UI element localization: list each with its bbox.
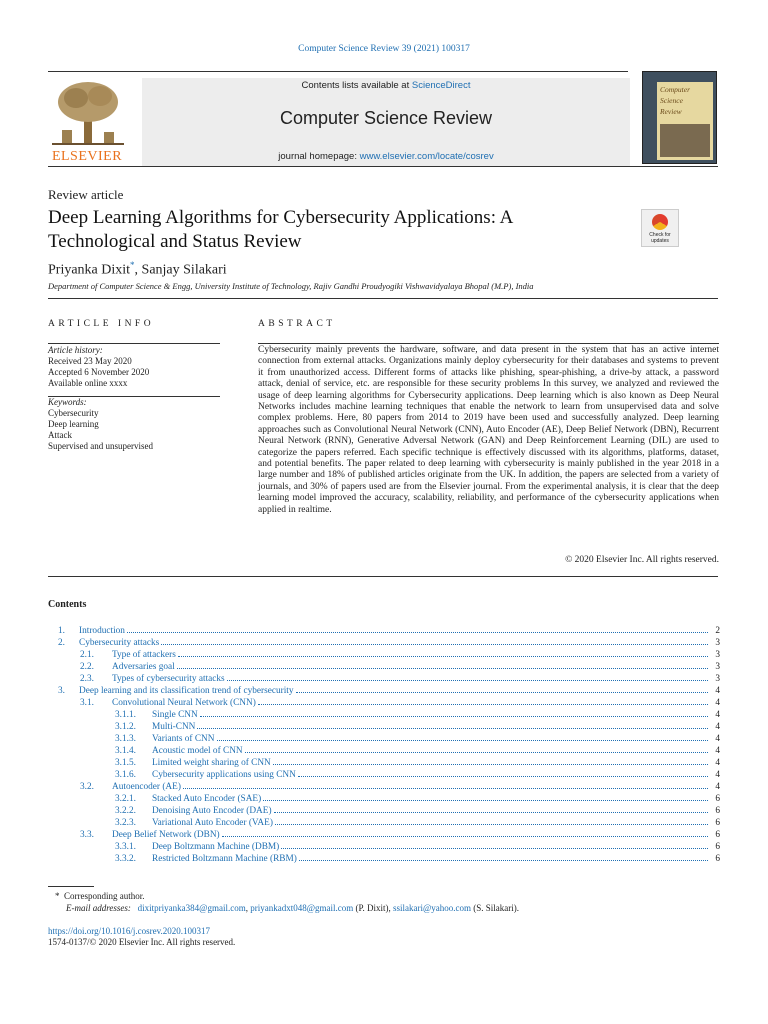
toc-number: 3.2. — [80, 782, 94, 792]
toc-leader-dots — [281, 848, 708, 849]
homepage-prefix: journal homepage: — [278, 151, 360, 162]
contents-prefix: Contents lists available at — [301, 80, 412, 91]
journal-cover-image[interactable] — [642, 71, 717, 164]
toc-page-number: 4 — [715, 722, 720, 732]
toc-label[interactable]: Restricted Boltzmann Machine (RBM) — [152, 854, 297, 864]
corresponding-author-note — [55, 891, 145, 901]
toc-number: 2.2. — [80, 662, 94, 672]
doi-link[interactable]: https://doi.org/10.1016/j.cosrev.2020.100317 — [48, 926, 210, 936]
toc-leader-dots — [258, 704, 708, 705]
toc-entry[interactable] — [48, 793, 720, 805]
author-name[interactable]: Priyanka Dixit — [48, 262, 131, 278]
received-date: Received 23 May 2020 — [48, 356, 132, 366]
toc-label[interactable]: Convolutional Neural Network (CNN) — [112, 698, 256, 708]
affiliation-rule — [48, 298, 718, 299]
toc-leader-dots — [299, 860, 708, 861]
contents-available-line — [142, 80, 630, 91]
journal-citation[interactable]: Computer Science Review 39 (2021) 100317 — [298, 44, 470, 54]
toc-leader-dots — [275, 824, 708, 825]
sciencedirect-link[interactable]: ScienceDirect — [411, 80, 471, 91]
toc-entry[interactable] — [48, 625, 720, 637]
toc-number: 2.1. — [80, 650, 94, 660]
article-info-heading: ARTICLE INFO — [48, 319, 155, 329]
toc-label[interactable]: Multi-CNN — [152, 722, 196, 732]
toc-entry[interactable] — [48, 673, 720, 685]
journal-name: Computer Science Review — [279, 108, 493, 128]
email-label: E-mail addresses: — [66, 903, 131, 913]
toc-page-number: 4 — [715, 710, 720, 720]
check-updates-icon — [652, 214, 668, 230]
keyword: Supervised and unsupervised — [48, 441, 153, 451]
article-title: Deep Learning Algorithms for Cybersecurity Applications: A Technological and Status Review — [48, 207, 513, 252]
elsevier-wordmark: ELSEVIER — [51, 149, 123, 164]
email-owner: (S. Silakari). — [471, 903, 520, 913]
toc-page-number: 6 — [715, 830, 720, 840]
available-online-date: Available online xxxx — [48, 378, 128, 388]
toc-leader-dots — [177, 668, 708, 669]
toc-label[interactable]: Introduction — [79, 626, 125, 636]
table-of-contents — [48, 625, 720, 865]
toc-label[interactable]: Types of cybersecurity attacks — [112, 674, 225, 684]
check-updates-label: Check for updates — [649, 232, 671, 244]
toc-label[interactable]: Limited weight sharing of CNN — [152, 758, 271, 768]
toc-label[interactable]: Denoising Auto Encoder (DAE) — [152, 806, 272, 816]
toc-label[interactable]: Acoustic model of CNN — [152, 746, 243, 756]
toc-number: 3.1.1. — [115, 710, 136, 720]
footnote-rule — [48, 886, 94, 887]
toc-page-number: 4 — [715, 782, 720, 792]
toc-page-number: 2 — [715, 626, 720, 636]
toc-entry[interactable] — [48, 661, 720, 673]
keyword: Cybersecurity — [48, 408, 99, 418]
toc-page-number: 4 — [715, 746, 720, 756]
toc-entry[interactable] — [48, 733, 720, 745]
email-link[interactable]: dixitpriyanka384@gmail.com — [137, 903, 246, 913]
toc-number: 3.2.1. — [115, 794, 136, 804]
toc-leader-dots — [178, 656, 708, 657]
toc-number: 2.3. — [80, 674, 94, 684]
toc-number: 3.3.1. — [115, 842, 136, 852]
cover-title-line-2: Science — [660, 96, 683, 105]
toc-page-number: 4 — [715, 698, 720, 708]
toc-number: 1. — [58, 626, 65, 636]
toc-entry[interactable] — [48, 769, 720, 781]
keywords-label: Keywords: — [48, 397, 87, 407]
email-separator: , — [245, 903, 251, 913]
toc-entry[interactable] — [48, 709, 720, 721]
toc-entry[interactable] — [48, 685, 720, 697]
journal-homepage-link[interactable]: www.elsevier.com/locate/cosrev — [359, 151, 494, 162]
cover-artwork — [660, 124, 710, 157]
footnote-mark: * — [55, 891, 60, 901]
toc-number: 3.1.2. — [115, 722, 136, 732]
history-label: Article history: — [48, 345, 103, 355]
toc-page-number: 3 — [715, 638, 720, 648]
corresponding-author-text: Corresponding author. — [64, 891, 145, 901]
abstract-rule — [258, 343, 719, 344]
author-separator: , — [134, 262, 142, 278]
toc-page-number: 6 — [715, 818, 720, 828]
toc-leader-dots — [197, 728, 708, 729]
toc-entry[interactable] — [48, 853, 720, 865]
toc-entry[interactable] — [48, 721, 720, 733]
check-for-updates-badge[interactable] — [641, 209, 679, 247]
toc-number: 3.2.3. — [115, 818, 136, 828]
toc-label[interactable]: Adversaries goal — [112, 662, 175, 672]
toc-label[interactable]: Cybersecurity attacks — [79, 638, 160, 648]
toc-number: 3.1.6. — [115, 770, 136, 780]
keyword: Attack — [48, 430, 72, 440]
toc-page-number: 6 — [715, 794, 720, 804]
email-owner: (P. Dixit), — [353, 903, 393, 913]
toc-leader-dots — [245, 752, 708, 753]
toc-entry[interactable] — [48, 817, 720, 829]
toc-leader-dots — [222, 836, 708, 837]
toc-label[interactable]: Variational Auto Encoder (VAE) — [152, 818, 273, 828]
toc-label[interactable]: Deep learning and its classification trend of cybersecurity — [79, 686, 294, 696]
author-affiliation: Department of Computer Science & Engg, University Institute of Technology, Rajiv Gandhi Proudyogiki Vishwavidyalaya Bhopal (M.P), India — [48, 281, 534, 291]
email-link[interactable]: priyankadxt048@gmail.com — [250, 903, 354, 913]
toc-number: 3.3. — [80, 830, 94, 840]
toc-label[interactable]: Deep Boltzmann Machine (DBM) — [152, 842, 280, 852]
toc-page-number: 6 — [715, 854, 720, 864]
toc-entry[interactable] — [48, 841, 720, 853]
toc-number: 2. — [58, 638, 65, 648]
toc-leader-dots — [183, 788, 708, 789]
toc-label[interactable]: Autoencoder (AE) — [112, 782, 181, 792]
toc-leader-dots — [200, 716, 708, 717]
toc-entry[interactable] — [48, 697, 720, 709]
toc-entry[interactable] — [48, 805, 720, 817]
toc-page-number: 6 — [715, 842, 720, 852]
contents-title: Contents — [48, 599, 87, 610]
toc-page-number: 3 — [715, 650, 720, 660]
email-link[interactable]: ssilakari@yahoo.com — [393, 903, 472, 913]
toc-page-number: 4 — [715, 734, 720, 744]
toc-label[interactable]: Type of attackers — [112, 650, 176, 660]
toc-entry[interactable] — [48, 637, 720, 649]
article-info-rule — [48, 343, 220, 344]
toc-label[interactable]: Stacked Auto Encoder (SAE) — [152, 794, 262, 804]
toc-leader-dots — [217, 740, 709, 741]
toc-number: 3.3.2. — [115, 854, 136, 864]
cover-title-line-3: Review — [660, 107, 682, 116]
toc-number: 3.2.2. — [115, 806, 136, 816]
toc-page-number: 4 — [715, 770, 720, 780]
toc-page-number: 6 — [715, 806, 720, 816]
toc-leader-dots — [298, 776, 708, 777]
toc-page-number: 3 — [715, 662, 720, 672]
toc-leader-dots — [273, 764, 708, 765]
email-addresses-note — [66, 903, 519, 913]
toc-leader-dots — [127, 632, 708, 633]
corresponding-author-mark[interactable]: * — [130, 260, 135, 270]
abstract-end-rule — [48, 576, 718, 577]
abstract-heading: ABSTRACT — [258, 319, 336, 329]
toc-entry[interactable] — [48, 745, 720, 757]
toc-label[interactable]: Cybersecurity applications using CNN — [152, 770, 296, 780]
abstract-text: Cybersecurity mainly prevents the hardware, software, and data present in the system that has an active internet connection from external attacks. Organizations mainly deploy cybersecurity for their databases and systems to prevent it from unauthorized access. Different forms of attacks like phishing, spear-phishing, a drive-by attack, a password attack, denial of service, etc. are responsible for these security problems In this survey, we analyzed and reviewed the usage of deep learning algorithms for Cybersecurity applications. Deep learning which is also known as Deep Neural Networks includes machine learning techniques that enable the network to learn from unsupervised data and solve complex problems. Here, 80 papers from 2014 to 2019 have been used and successfully analyzed. Deep learning approaches such as Convolutional Neural Network (CNN), Auto Encoder (AE), Deep Belief Network (DBN), Recurrent Neural Network (RNN), Generative Adversal Network (GAN) and Deep Reinforcement Learning (DIL) are used to categorize the papers referred. Each specific technique is effectively discussed with its algorithms, platforms, dataset, and potential benefits. The paper related to deep learning with cybersecurity is mainly published in the year 2018 in a large number and 18% of published articles originate from the UK. In addition, the papers are selected from a variety of journals, and 30% of papers used are from the Elsevier journal. From the experimental analysis, it is clear that the deep learning model improved the accuracy, scalability, reliability, and performance of the cybersecurity applications when applied in realtime. — [258, 345, 719, 515]
toc-number: 3.1. — [80, 698, 94, 708]
toc-label[interactable]: Variants of CNN — [152, 734, 215, 744]
toc-leader-dots — [161, 644, 708, 645]
cover-title-line-1: Computer — [660, 85, 690, 94]
toc-number: 3.1.3. — [115, 734, 136, 744]
toc-label[interactable]: Single CNN — [152, 710, 198, 720]
toc-leader-dots — [263, 800, 708, 801]
toc-leader-dots — [227, 680, 708, 681]
author-list — [48, 260, 227, 279]
author-name[interactable]: Sanjay Silakari — [141, 262, 227, 278]
toc-entry[interactable] — [48, 649, 720, 661]
toc-number: 3.1.5. — [115, 758, 136, 768]
keyword: Deep learning — [48, 419, 99, 429]
header-top-rule — [48, 71, 628, 72]
toc-entry[interactable] — [48, 829, 720, 841]
abstract-copyright: © 2020 Elsevier Inc. All rights reserved. — [565, 555, 719, 565]
toc-page-number: 3 — [715, 674, 720, 684]
article-type: Review article — [48, 187, 124, 202]
toc-number: 3.1.4. — [115, 746, 136, 756]
toc-page-number: 4 — [715, 686, 720, 696]
toc-page-number: 4 — [715, 758, 720, 768]
toc-entry[interactable] — [48, 781, 720, 793]
header-bottom-rule — [48, 166, 718, 167]
toc-entry[interactable] — [48, 757, 720, 769]
toc-leader-dots — [274, 812, 708, 813]
toc-label[interactable]: Deep Belief Network (DBN) — [112, 830, 220, 840]
toc-number: 3. — [58, 686, 65, 696]
issn-copyright: 1574-0137/© 2020 Elsevier Inc. All rights reserved. — [48, 937, 236, 947]
toc-leader-dots — [296, 692, 708, 693]
journal-homepage-line — [142, 151, 630, 162]
accepted-date: Accepted 6 November 2020 — [48, 367, 150, 377]
